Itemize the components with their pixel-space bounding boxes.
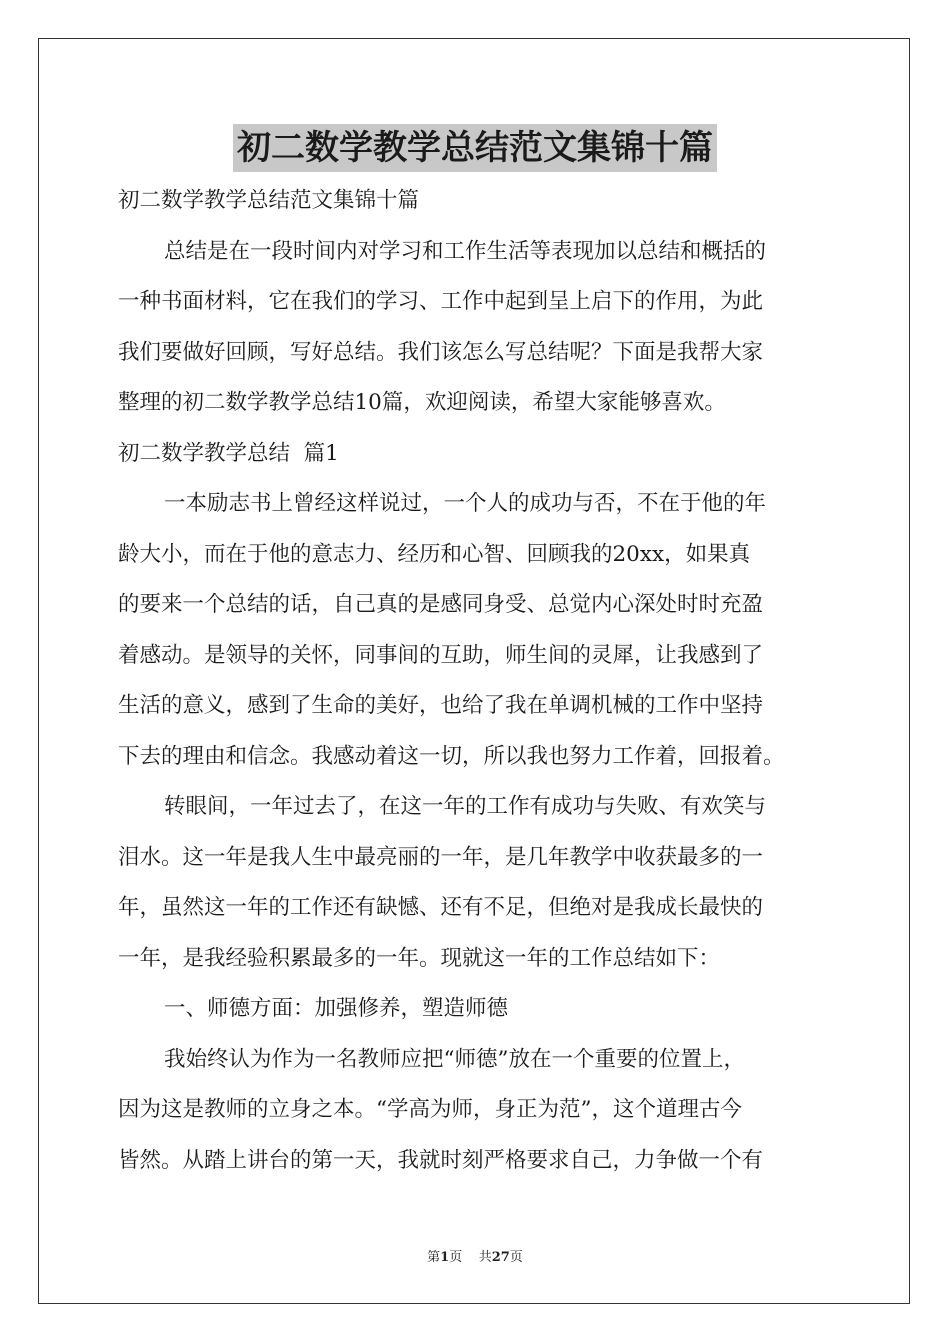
page-current: 1 [440,1250,450,1265]
document-body [118,176,838,1186]
paragraph-line: 泪水。这一年是我人生中最亮丽的一年，是几年教学中收获最多的一 [118,844,764,870]
page-suffix: 页 [509,1250,523,1265]
paragraph-line: 因为这是教师的立身之本。“学高为师，身正为范”，这个道理古今 [118,1097,742,1122]
paragraph-line: 整理的初二数学教学总结10篇，欢迎阅读，希望大家能够喜欢。 [118,390,726,415]
page-footer [0,1246,950,1265]
subtitle-line: 初二数学教学总结范文集锦十篇 [118,188,420,213]
page-prefix: 第 [427,1250,441,1265]
paragraph-line: 我们要做好回顾，写好总结。我们该怎么写总结呢？下面是我帮大家 [118,339,764,365]
section-heading: 初二数学教学总结 篇1 [118,440,339,466]
paragraph-line: 皆然。从踏上讲台的第一天，我就时刻严格要求自己，力争做一个有 [118,1147,764,1173]
paragraph-line: 龄大小，而在于他的意志力、经历和心智、回顾我的20xx，如果真 [118,541,751,567]
subsection-heading: 一、师德方面：加强修养，塑造师德 [164,996,509,1021]
paragraph-line: 下去的理由和信念。我感动着这一切，所以我也努力工作着，回报着。 [118,743,785,769]
paragraph-line: 转眼间，一年过去了，在这一年的工作有成功与失败、有欢笑与 [164,794,767,819]
paragraph-line: 着感动。是领导的关怀，同事间的互助，师生间的灵犀，让我感到了 [118,642,764,668]
paragraph-line: 年，虽然这一年的工作还有缺憾、还有不足，但绝对是我成长最快的 [118,895,764,920]
document-title: 初二数学教学总结范文集锦十篇 [233,124,717,172]
paragraph-line: 一本励志书上曾经这样说过，一个人的成功与否，不在于他的年 [164,491,767,516]
title-container [0,124,950,172]
page-mid: 页 共 [449,1250,492,1265]
paragraph-line: 我始终认为作为一名教师应把“师德”放在一个重要的位置上， [164,1046,745,1072]
paragraph-line: 生活的意义，感到了生命的美好，也给了我在单调机械的工作中坚持 [118,693,764,718]
paragraph-line: 总结是在一段时间内对学习和工作生活等表现加以总结和概括的 [164,238,767,264]
page-total: 27 [491,1250,510,1265]
paragraph-line: 的要来一个总结的话，自己真的是感同身受、总觉内心深处时时充盈 [118,592,764,617]
paragraph-line: 一种书面材料，它在我们的学习、工作中起到呈上启下的作用，为此 [118,289,764,314]
paragraph-line: 一年，是我经验积累最多的一年。现就这一年的工作总结如下： [118,945,721,971]
